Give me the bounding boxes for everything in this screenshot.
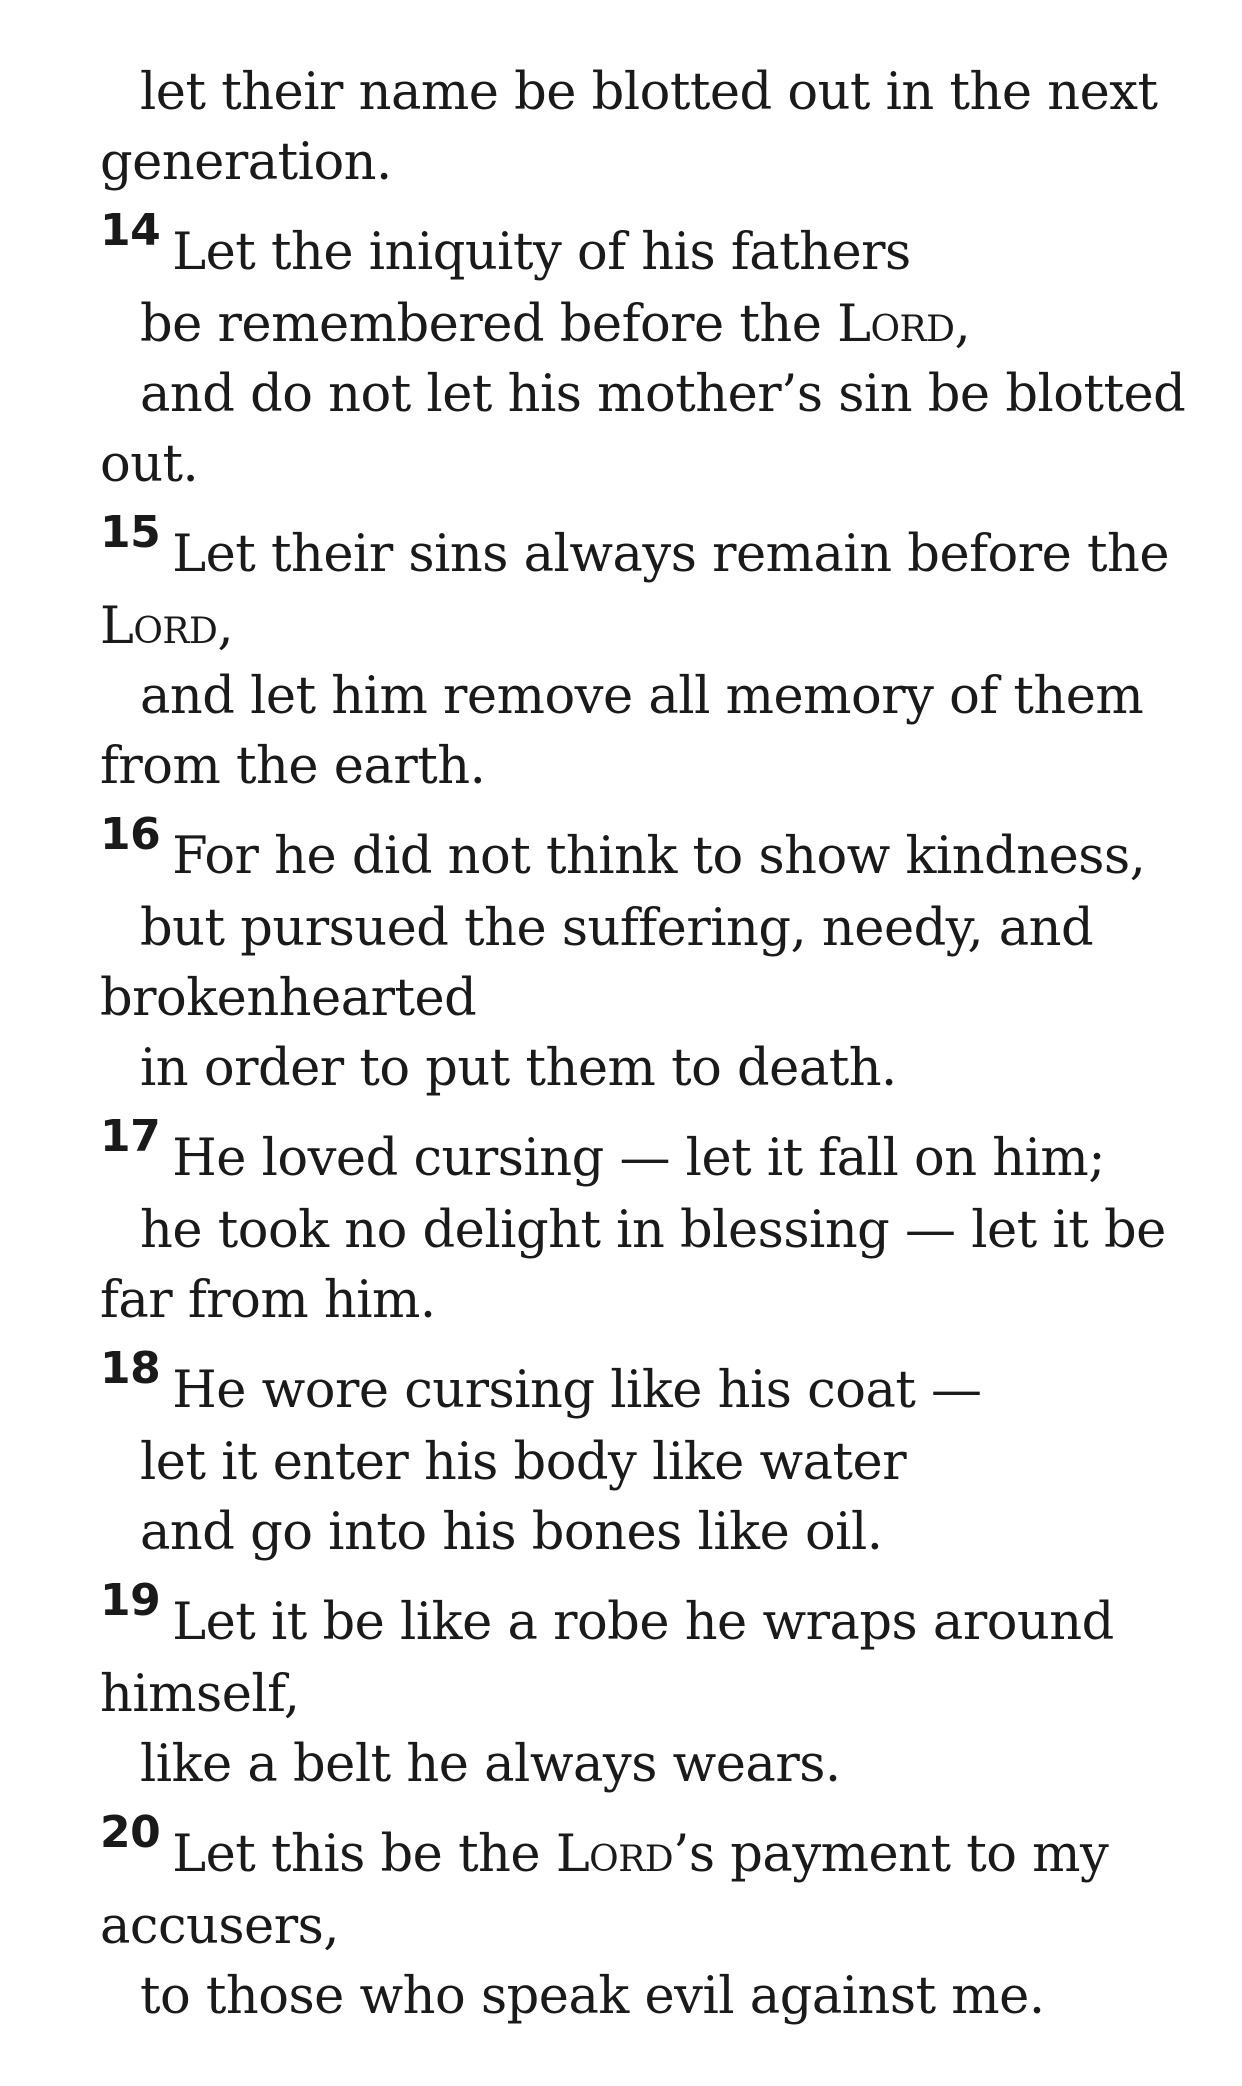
verse-line: Lord, — [100, 597, 234, 656]
verse-line: and do not let his mother’s sin be blotted — [140, 365, 1186, 424]
scripture-passage — [100, 58, 1186, 2032]
verse-16-first-line — [100, 809, 1180, 894]
verse-text: Let it be like a robe he wraps around — [172, 1593, 1114, 1652]
verse-line: from the earth. — [100, 737, 486, 796]
verse-15-first-line — [100, 507, 1180, 592]
verse-text: He loved cursing — let it fall on him; — [172, 1129, 1105, 1188]
verse-line: he took no delight in blessing — let it be — [140, 1201, 1166, 1260]
verse-line: let it enter his body like water — [140, 1433, 907, 1492]
verse-text: Let this be the Lord’s payment to my — [172, 1825, 1109, 1884]
verse-number: 19 — [100, 1575, 161, 1626]
verse-line: himself, — [100, 1665, 300, 1724]
verse-number: 20 — [100, 1807, 161, 1858]
verse-number: 15 — [100, 507, 161, 558]
verse-line: out. — [100, 435, 199, 494]
verse-17-first-line — [100, 1111, 1180, 1196]
verse-text: Let the iniquity of his fathers — [172, 223, 911, 282]
verse-line: let their name be blotted out in the next — [140, 63, 1158, 122]
verse-line: and go into his bones like oil. — [140, 1503, 883, 1562]
verse-number: 18 — [100, 1343, 161, 1394]
verse-line: generation. — [100, 133, 392, 192]
verse-number: 17 — [100, 1111, 161, 1162]
verse-19-first-line — [100, 1575, 1180, 1660]
verse-line: in order to put them to death. — [140, 1039, 897, 1098]
verse-20-first-line — [100, 1807, 1180, 1892]
verse-line: to those who speak evil against me. — [140, 1967, 1045, 2026]
verse-text: For he did not think to show kindness, — [172, 827, 1146, 886]
verse-line: brokenhearted — [100, 969, 477, 1028]
verse-line: far from him. — [100, 1271, 436, 1330]
verse-line: like a belt he always wears. — [140, 1735, 841, 1794]
verse-line: accusers, — [100, 1897, 339, 1956]
verse-line: and let him remove all memory of them — [140, 667, 1144, 726]
verse-text: Let their sins always remain before the — [172, 525, 1169, 584]
verse-14-first-line — [100, 205, 1180, 290]
verse-18-first-line — [100, 1343, 1180, 1428]
verse-line: be remembered before the Lord, — [140, 295, 971, 354]
verse-text: He wore cursing like his coat — — [172, 1361, 982, 1420]
verse-number: 16 — [100, 809, 161, 860]
verse-number: 14 — [100, 205, 161, 256]
verse-line: but pursued the suffering, needy, and — [140, 899, 1094, 958]
